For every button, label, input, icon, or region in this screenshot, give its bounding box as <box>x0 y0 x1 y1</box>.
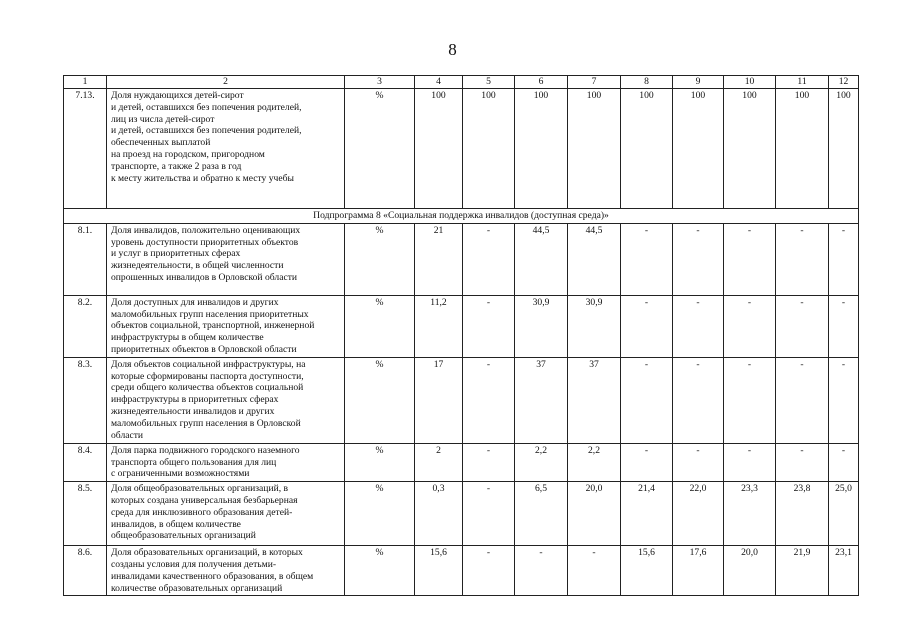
unit-cell: % <box>345 443 415 481</box>
value-cell: - <box>776 295 829 357</box>
value-cell: 30,9 <box>515 295 568 357</box>
value-cell: - <box>829 357 859 443</box>
description-line: приоритетных объектов в Орловской области <box>111 343 297 355</box>
description-line: среди общего количества объектов социальной <box>111 382 304 394</box>
value-cell: - <box>673 357 724 443</box>
description-line: на проезд на городском, пригородном <box>111 148 265 160</box>
column-header: 8 <box>621 76 673 89</box>
unit-cell: % <box>345 546 415 596</box>
value-cell: - <box>568 546 621 596</box>
value-cell: 23,3 <box>724 482 776 546</box>
row-number: 8.2. <box>64 295 107 357</box>
description-line: маломобильных групп населения приоритетных <box>111 308 309 320</box>
row-number: 8.6. <box>64 546 107 596</box>
description-line: жизнедеятельности, в общей численности <box>111 260 284 272</box>
value-cell: 23,8 <box>776 482 829 546</box>
row-number: 7.13. <box>64 89 107 209</box>
description-line: объектов социальной, транспортной, инженерной <box>111 320 315 332</box>
row-number: 8.3. <box>64 357 107 443</box>
value-cell: 21,4 <box>621 482 673 546</box>
value-cell: 2 <box>415 443 463 481</box>
description-line: инвалидами качественного образования, в общем <box>111 570 314 582</box>
indicator-description <box>107 295 345 357</box>
table-body <box>64 76 859 596</box>
description-line: инвалидов, в общем количестве <box>111 518 241 530</box>
description-line: Доля доступных для инвалидов и других <box>111 296 279 308</box>
description-line: транспорте, а также 2 раза в год <box>111 160 242 172</box>
value-cell: 17 <box>415 357 463 443</box>
value-cell: 25,0 <box>829 482 859 546</box>
description-line: Доля образовательных организаций, в которых <box>111 547 303 559</box>
value-cell: - <box>621 295 673 357</box>
description-line: количестве образовательных организаций <box>111 582 283 594</box>
column-header: 12 <box>829 76 859 89</box>
table-row <box>64 89 859 209</box>
column-header: 4 <box>415 76 463 89</box>
value-cell: 37 <box>515 357 568 443</box>
value-cell: 100 <box>621 89 673 209</box>
value-cell: - <box>621 223 673 295</box>
description-line: с ограниченными возможностями <box>111 468 250 480</box>
value-cell: - <box>724 295 776 357</box>
value-cell: 37 <box>568 357 621 443</box>
value-cell: 23,1 <box>829 546 859 596</box>
indicator-description <box>107 89 345 209</box>
description-line: Доля парка подвижного городского наземного <box>111 444 300 456</box>
value-cell: 100 <box>724 89 776 209</box>
value-cell: 44,5 <box>568 223 621 295</box>
value-cell: - <box>776 443 829 481</box>
value-cell: 100 <box>568 89 621 209</box>
value-cell: - <box>776 223 829 295</box>
description-line: обеспеченных выплатой <box>111 137 211 149</box>
row-number: 8.5. <box>64 482 107 546</box>
column-header: 2 <box>107 76 345 89</box>
row-number: 8.1. <box>64 223 107 295</box>
column-header: 10 <box>724 76 776 89</box>
value-cell: 2,2 <box>568 443 621 481</box>
table-row <box>64 295 859 357</box>
value-cell: 17,6 <box>673 546 724 596</box>
value-cell: - <box>515 546 568 596</box>
value-cell: - <box>724 443 776 481</box>
value-cell: 100 <box>673 89 724 209</box>
value-cell: 6,5 <box>515 482 568 546</box>
unit-cell: % <box>345 295 415 357</box>
value-cell: - <box>463 546 515 596</box>
subprogram-row <box>64 209 859 224</box>
column-header: 9 <box>673 76 724 89</box>
value-cell: - <box>463 482 515 546</box>
indicators-table <box>63 75 859 596</box>
description-line: опрошенных инвалидов в Орловской области <box>111 271 298 283</box>
description-line: транспорта общего пользования для лиц <box>111 456 277 468</box>
value-cell: 100 <box>463 89 515 209</box>
description-line: лиц из числа детей-сирот <box>111 113 215 125</box>
value-cell: - <box>621 443 673 481</box>
description-line: инфраструктуры в приоритетных сферах <box>111 394 279 406</box>
value-cell: 100 <box>415 89 463 209</box>
value-cell: - <box>463 443 515 481</box>
value-cell: - <box>621 357 673 443</box>
value-cell: - <box>829 295 859 357</box>
page-number: 8 <box>448 40 457 59</box>
value-cell: 21,9 <box>776 546 829 596</box>
header-row <box>64 76 859 89</box>
column-header: 11 <box>776 76 829 89</box>
table-row <box>64 482 859 546</box>
description-line: которых создана универсальная безбарьерная <box>111 494 298 506</box>
description-line: которые сформированы паспорта доступности, <box>111 370 304 382</box>
subprogram-title: Подпрограмма 8 «Социальная поддержка инвалидов (доступная среда)» <box>64 209 859 224</box>
value-cell: - <box>673 295 724 357</box>
value-cell: - <box>829 223 859 295</box>
table-row <box>64 223 859 295</box>
unit-cell: % <box>345 482 415 546</box>
value-cell: 100 <box>515 89 568 209</box>
description-line: Доля нуждающихся детей-сирот <box>111 90 244 101</box>
value-cell: 2,2 <box>515 443 568 481</box>
description-line: Доля общеобразовательных организаций, в <box>111 483 289 495</box>
table-row <box>64 443 859 481</box>
value-cell: 0,3 <box>415 482 463 546</box>
value-cell: 20,0 <box>724 546 776 596</box>
description-line: уровень доступности приоритетных объектов <box>111 236 299 248</box>
value-cell: - <box>829 443 859 481</box>
row-number: 8.4. <box>64 443 107 481</box>
value-cell: 22,0 <box>673 482 724 546</box>
indicator-description <box>107 223 345 295</box>
value-cell: 15,6 <box>621 546 673 596</box>
description-line: инфраструктуры в общем количестве <box>111 332 264 344</box>
value-cell: 100 <box>829 89 859 209</box>
value-cell: - <box>673 443 724 481</box>
value-cell: 21 <box>415 223 463 295</box>
value-cell: 11,2 <box>415 295 463 357</box>
column-header: 7 <box>568 76 621 89</box>
indicator-description <box>107 482 345 546</box>
unit-cell: % <box>345 357 415 443</box>
indicator-description <box>107 443 345 481</box>
indicator-description <box>107 357 345 443</box>
description-line: к месту жительства и обратно к месту учебы <box>111 172 294 184</box>
description-line: Доля объектов социальной инфраструктуры, на <box>111 358 306 370</box>
column-header: 3 <box>345 76 415 89</box>
description-line: и детей, оставшихся без попечения родителей, <box>111 125 302 137</box>
table-row <box>64 546 859 596</box>
description-line: Доля инвалидов, положительно оценивающих <box>111 224 301 236</box>
description-line: и детей, оставшихся без попечения родителей, <box>111 101 302 113</box>
unit-cell: % <box>345 223 415 295</box>
description-line: среда для инклюзивного образования детей- <box>111 506 293 518</box>
value-cell: - <box>776 357 829 443</box>
value-cell: - <box>463 357 515 443</box>
description-line: общеобразовательных организаций <box>111 530 256 542</box>
description-line: маломобильных групп населения в Орловской <box>111 417 301 429</box>
value-cell: 20,0 <box>568 482 621 546</box>
value-cell: 15,6 <box>415 546 463 596</box>
indicator-description <box>107 546 345 596</box>
description-line: области <box>111 429 144 441</box>
description-line: жизнедеятельности инвалидов и других <box>111 405 275 417</box>
description-line: созданы условия для получения детьми- <box>111 558 277 570</box>
column-header: 6 <box>515 76 568 89</box>
column-header: 5 <box>463 76 515 89</box>
value-cell: 30,9 <box>568 295 621 357</box>
value-cell: - <box>724 357 776 443</box>
table-row <box>64 357 859 443</box>
unit-cell: % <box>345 89 415 209</box>
value-cell: - <box>463 295 515 357</box>
value-cell: 44,5 <box>515 223 568 295</box>
value-cell: - <box>673 223 724 295</box>
description-line: и услуг в приоритетных сферах <box>111 248 241 260</box>
value-cell: - <box>724 223 776 295</box>
value-cell: 100 <box>776 89 829 209</box>
column-header: 1 <box>64 76 107 89</box>
value-cell: - <box>463 223 515 295</box>
